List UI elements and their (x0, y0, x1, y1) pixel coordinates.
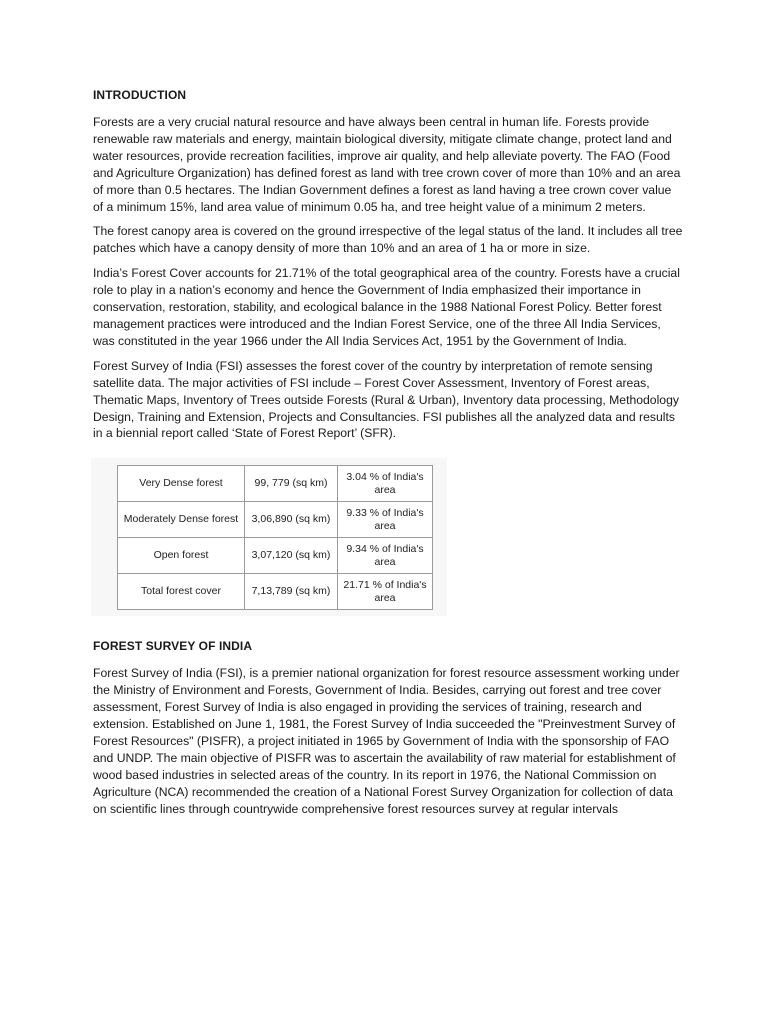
table-row (118, 502, 433, 538)
table-row (118, 466, 433, 502)
table-cell-category: Total forest cover (118, 574, 245, 610)
table-cell-area: 3,06,890 (sq km) (245, 502, 338, 538)
introduction-heading: INTRODUCTION (93, 88, 187, 102)
intro-paragraph-4: Forest Survey of India (FSI) assesses the forest cover of the country by interpretation of remote sensing satellite data. The major activities of FSI include – Forest Cover Assessment, Inventory of Forest areas, Thematic Maps, Inventory of Trees outside Forests (Rural & Urban), Inventory data processing, Methodology Design, Training and Extension, Projects and Consultancies. FSI publishes all the analyzed data and results in a biennial report called ‘State of Forest Report’ (SFR). (93, 358, 679, 441)
forest-cover-table-image (91, 458, 447, 616)
fsi-paragraph: Forest Survey of India (FSI), is a premier national organization for forest resource assessment working under the Ministry of Environment and Forests, Government of India. Besides, carrying out forest and tree cover assessment, Forest Survey of India is also engaged in providing the services of training, research and extension. Established on June 1, 1981, the Forest Survey of India succeeded the "Preinvestment Survey of Forest Resources" (PISFR), a project initiated in 1965 by Government of India with the sponsorship of FAO and UNDP. The main objective of PISFR was to ascertain the availability of raw material for establishment of wood based industries in selected areas of the country. In its report in 1976, the National Commission on Agriculture (NCA) recommended the creation of a National Forest Survey Organization for collection of data on scientific lines through countrywide comprehensive forest resources survey at regular intervals (93, 666, 680, 816)
intro-paragraph-3: India’s Forest Cover accounts for 21.71% of the total geographical area of the country. Forests have a crucial role to play in a nation’s economy and hence the Government of India emphasized their importance in conservation, restoration, stability, and ecological balance in the 1988 National Forest Policy. Better forest management practices were introduced and the Indian Forest Service, one of the three All India Services, was constituted in the year 1966 under the All India Services Act, 1951 by the Government of India. (93, 266, 680, 348)
table-cell-percent: 21.71 % of India's area (338, 574, 433, 610)
table-cell-category: Very Dense forest (118, 466, 245, 502)
table-row (118, 574, 433, 610)
table-cell-area: 3,07,120 (sq km) (245, 538, 338, 574)
fsi-section (93, 638, 683, 817)
intro-paragraph-1: Forests are a very crucial natural resource and have always been central in human life. Forests provide renewable raw materials and energy, maintain biological diversity, mitigate climate change, protect land and water resources, provide recreation facilities, improve air quality, and help alleviate poverty. The FAO (Food and Agriculture Organization) has defined forest as land with tree crown cover of more than 10% and an area of more than 0.5 hectares. The Indian Government defines a forest as land having a tree crown cover value of a minimum 15%, land area value of minimum 0.05 ha, and tree height value of a minimum 2 meters. (93, 115, 681, 214)
document-page (93, 87, 683, 825)
forest-cover-table (117, 465, 433, 610)
fsi-heading: FOREST SURVEY OF INDIA (93, 639, 253, 654)
table-cell-area: 7,13,789 (sq km) (245, 574, 338, 610)
intro-paragraph-2: The forest canopy area is covered on the ground irrespective of the legal status of the land. It includes all tree patches which have a canopy density of more than 10% and an area of 1 ha or more in size. (93, 224, 683, 256)
table-cell-percent: 9.34 % of India's area (338, 538, 433, 574)
table-cell-category: Moderately Dense forest (118, 502, 245, 538)
table-cell-percent: 3.04 % of India's area (338, 466, 433, 502)
table-cell-area: 99, 779 (sq km) (245, 466, 338, 502)
table-cell-category: Open forest (118, 538, 245, 574)
table-cell-percent: 9.33 % of India's area (338, 502, 433, 538)
table-row (118, 538, 433, 574)
